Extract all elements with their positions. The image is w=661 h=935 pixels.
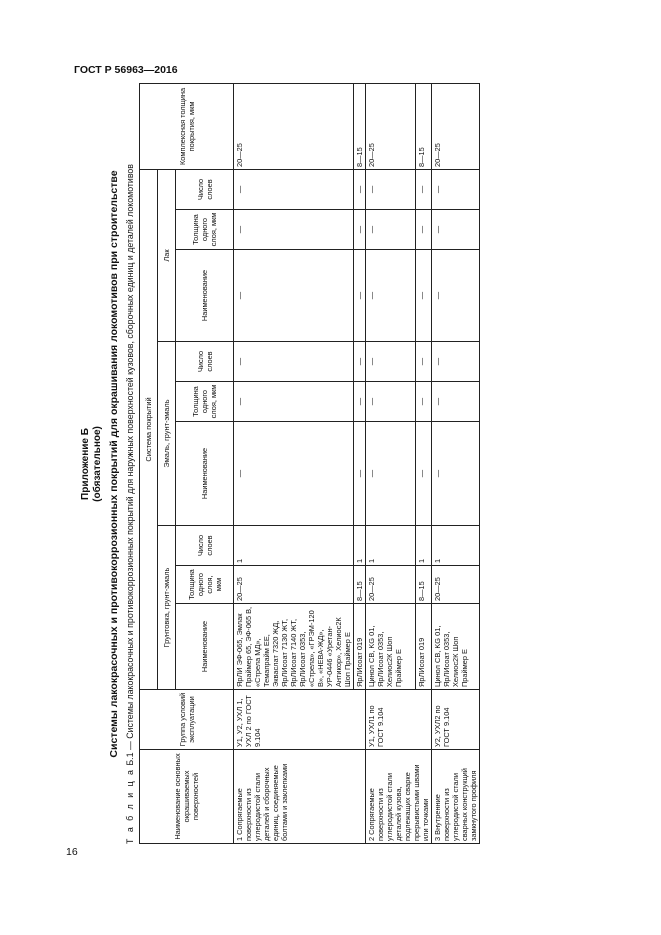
cell-primer-layers: 1	[366, 526, 416, 566]
cell-lacquer-layers: —	[432, 169, 480, 209]
header-enamel-layers: Число слоев	[176, 342, 234, 382]
header-primer: Грунтовка, грунт-эмаль	[158, 526, 176, 690]
cell-primer-name: ЯрЛИсоат 019	[416, 604, 432, 690]
header-total: Комплексная толщина покрытия, мкм	[140, 83, 234, 169]
cell-total: 20—25	[432, 83, 480, 169]
cell-lacquer-thickness: —	[432, 210, 480, 250]
cell-enamel-thickness: —	[354, 382, 366, 422]
cell-lacquer-name: —	[416, 250, 432, 342]
cell-total: 20—25	[234, 83, 354, 169]
appendix-note: (обязательное)	[92, 426, 103, 502]
header-primer-name: Наименование	[176, 604, 234, 690]
cell-enamel-name: —	[366, 422, 416, 526]
cell-lacquer-name: —	[234, 250, 354, 342]
cell-enamel-name: —	[234, 422, 354, 526]
cell-surface: 3 Внутренние поверхности из углеродистой стали сварных конструкций замкнутого профиля	[432, 750, 480, 844]
cell-total: 8—15	[354, 83, 366, 169]
table-caption-prefix: Т а б л и ц а	[125, 768, 135, 844]
cell-lacquer-name: —	[366, 250, 416, 342]
header-enamel: Эмаль, грунт-эмаль	[158, 342, 176, 526]
coating-systems-table	[139, 83, 480, 844]
cell-enamel-layers: —	[366, 342, 416, 382]
cell-enamel-thickness: —	[432, 382, 480, 422]
table-row	[234, 83, 354, 843]
cell-group: У1, УХЛ1 по ГОСТ 9.104	[366, 690, 432, 750]
header-lacquer-layers: Число слоев	[176, 169, 234, 209]
header-enamel-thickness: Толщина одного слоя, мкм	[176, 382, 234, 422]
cell-lacquer-name: —	[354, 250, 366, 342]
cell-enamel-name: —	[432, 422, 480, 526]
cell-primer-thickness: 8—15	[354, 566, 366, 604]
cell-primer-name: Цинол СВ, KG 01, ЯрЛИсоат 0353, Хелиос2К Шоп Праймер Е	[432, 604, 480, 690]
cell-lacquer-layers: —	[366, 169, 416, 209]
cell-primer-thickness: 20—25	[234, 566, 354, 604]
cell-lacquer-thickness: —	[354, 210, 366, 250]
cell-primer-layers: 1	[354, 526, 366, 566]
header-primer-layers: Число слоев	[176, 526, 234, 566]
header-system: Система покрытий	[140, 169, 158, 689]
cell-surface: 1 Сопрягаемые поверхности из углеродистой стали деталей и сборочных единиц, соединяемые болтами и заклепками	[234, 750, 366, 844]
header-lacquer: Лак	[158, 169, 176, 341]
cell-lacquer-thickness: —	[366, 210, 416, 250]
cell-enamel-name: —	[354, 422, 366, 526]
cell-primer-layers: 1	[416, 526, 432, 566]
cell-enamel-layers: —	[416, 342, 432, 382]
cell-group: У1, У2, УХЛ 1, УХЛ 2 по ГОСТ 9.104	[234, 690, 366, 750]
cell-surface: 2 Сопрягаемые поверхности из углеродистой стали деталей кузова, подлежащих сварке прерывистыми швами или точками	[366, 750, 432, 844]
cell-enamel-name: —	[416, 422, 432, 526]
cell-enamel-layers: —	[432, 342, 480, 382]
cell-total: 20—25	[366, 83, 416, 169]
document-header: ГОСТ Р 56963—2016	[74, 64, 178, 76]
header-group: Группа условий эксплуатации	[140, 690, 234, 750]
cell-enamel-layers: —	[234, 342, 354, 382]
cell-primer-thickness: 8—15	[416, 566, 432, 604]
cell-primer-name: ЯрЛИ ЭФ-065, Эмлак Праймер 65, ЭФ-065 В, «Стрела МД», Темапрайм ЕЕ, Экваслат 7320 ЖД, ЯрЛИсоат 7130 ЖТ, ЯрЛИсоат 7140 ЖТ, ЯрЛИсоат 0353, «Стрела», «ГРЭМ-120 В», «НЕВА-ЖД», УР-0446 «Уретан-Антикор», Хелиос2К Шоп Праймер Е	[234, 604, 354, 690]
section-title: Системы лакокрасочных и противокоррозионных покрытий для окрашивания локомотивов при строительстве	[108, 170, 120, 758]
header-enamel-name: Наименование	[176, 422, 234, 526]
cell-primer-layers: 1	[432, 526, 480, 566]
cell-primer-name: ЯрЛИсоат 019	[354, 604, 366, 690]
table-caption	[125, 84, 136, 844]
cell-enamel-layers: —	[354, 342, 366, 382]
cell-primer-thickness: 20—25	[432, 566, 480, 604]
header-lacquer-thickness: Толщина одного слоя, мкм	[176, 210, 234, 250]
page-number: 16	[66, 846, 78, 858]
appendix-title: Приложение Б	[80, 428, 91, 500]
table-row	[432, 83, 480, 843]
cell-lacquer-name: —	[432, 250, 480, 342]
cell-lacquer-layers: —	[416, 169, 432, 209]
cell-primer-layers: 1	[234, 526, 354, 566]
cell-enamel-thickness: —	[234, 382, 354, 422]
cell-lacquer-thickness: —	[234, 210, 354, 250]
cell-group: У2, УХЛ2 по ГОСТ 9.104	[432, 690, 480, 750]
header-lacquer-name: Наименование	[176, 250, 234, 342]
rotated-content	[78, 84, 622, 844]
header-primer-thickness: Толщина одного слоя, мкм	[176, 566, 234, 604]
cell-enamel-thickness: —	[366, 382, 416, 422]
cell-lacquer-layers: —	[354, 169, 366, 209]
table-caption-text: Б.1 — Системы лакокрасочных и противокоррозионных покрытий для наружных поверхностей кузовов, сборочных единиц и деталей локомотивов	[125, 164, 135, 766]
cell-total: 8—15	[416, 83, 432, 169]
cell-lacquer-thickness: —	[416, 210, 432, 250]
cell-primer-name: Цинол СВ, KG 01, ЯрЛИсоат 0353, Хелиос2К Шоп Праймер Е	[366, 604, 416, 690]
cell-primer-thickness: 20—25	[366, 566, 416, 604]
header-surfaces: Наименование основных окрашиваемых поверхностей	[140, 750, 234, 844]
table-row	[366, 83, 416, 843]
cell-lacquer-layers: —	[234, 169, 354, 209]
cell-enamel-thickness: —	[416, 382, 432, 422]
